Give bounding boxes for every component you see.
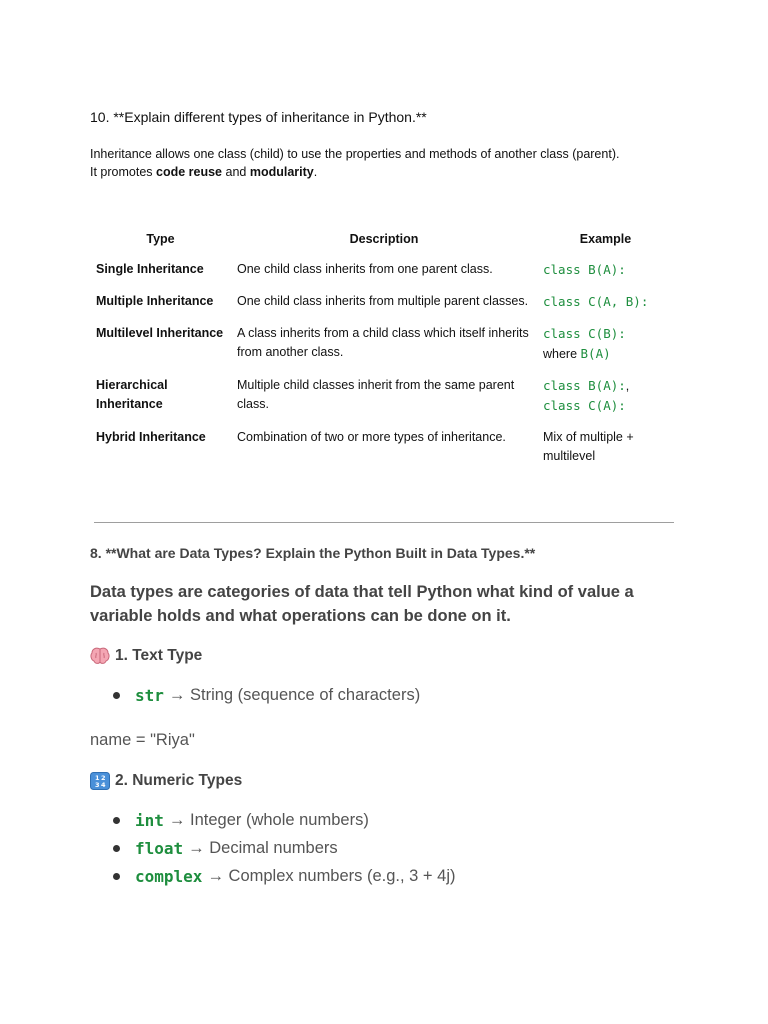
row-type: Multiple Inheritance bbox=[96, 294, 214, 308]
row-type: Single Inheritance bbox=[96, 262, 204, 276]
intro-end: . bbox=[313, 165, 318, 179]
question-10-heading: 10. **Explain different types of inheritance in Python.** bbox=[90, 109, 427, 125]
bullet bbox=[113, 817, 120, 824]
bullet bbox=[113, 845, 120, 852]
keyword-float: float bbox=[135, 839, 184, 858]
header-type: Type bbox=[146, 232, 175, 246]
row-type: Hybrid Inheritance bbox=[96, 430, 206, 444]
example-separator: , bbox=[625, 379, 630, 393]
row-description: One child class inherits from multiple parent classes. bbox=[237, 294, 529, 308]
numeric-types-heading bbox=[90, 772, 242, 790]
bullet bbox=[113, 692, 120, 699]
svg-text:3: 3 bbox=[95, 781, 100, 789]
inheritance-intro bbox=[90, 145, 690, 181]
intro-bold-code-reuse: code reuse bbox=[156, 165, 223, 179]
list-item bbox=[113, 686, 420, 705]
bullet bbox=[113, 873, 120, 880]
list-item-desc: → String (sequence of characters) bbox=[168, 686, 421, 704]
list-item bbox=[113, 867, 456, 886]
keyword-str: str bbox=[135, 686, 164, 705]
list-item bbox=[113, 811, 369, 830]
example-code: class C(A, B): bbox=[543, 294, 649, 309]
example-code: class B(A): bbox=[543, 378, 626, 393]
list-item-desc: → Complex numbers (e.g., 3 + 4j) bbox=[207, 867, 456, 885]
svg-text:2: 2 bbox=[101, 774, 106, 782]
table-row bbox=[90, 428, 674, 478]
intro-mid: and bbox=[222, 165, 250, 179]
intro-prefix: It promotes bbox=[90, 165, 156, 179]
row-type: Hierarchical Inheritance bbox=[96, 378, 168, 411]
example-text: where bbox=[543, 347, 581, 361]
code-example: name = "Riya" bbox=[90, 731, 195, 749]
row-description: One child class inherits from one parent class. bbox=[237, 262, 493, 276]
section-divider bbox=[94, 522, 674, 523]
row-example bbox=[537, 376, 674, 428]
row-description: A class inherits from a child class which itself inherits from another class. bbox=[237, 326, 529, 359]
data-types-lead: Data types are categories of data that tell Python what kind of value a variable holds and what operations can be done on it. bbox=[90, 583, 634, 625]
svg-text:1: 1 bbox=[95, 774, 100, 782]
intro-line-1: Inheritance allows one class (child) to use the properties and methods of another class (parent). bbox=[90, 147, 620, 161]
intro-bold-modularity: modularity bbox=[249, 165, 314, 179]
row-example bbox=[537, 260, 674, 292]
example-code-2: class C(A): bbox=[543, 398, 626, 413]
question-8-heading: 8. **What are Data Types? Explain the Python Built in Data Types.** bbox=[90, 545, 536, 561]
brain-icon bbox=[90, 647, 110, 665]
example-code: class C(B): bbox=[543, 326, 626, 341]
numbers-icon bbox=[90, 772, 110, 790]
row-example: Mix of multiple + multilevel bbox=[543, 430, 634, 463]
header-example: Example bbox=[579, 232, 632, 246]
row-type: Multilevel Inheritance bbox=[96, 326, 224, 340]
text-type-title: 1. Text Type bbox=[115, 647, 203, 664]
row-description: Multiple child classes inherit from the same parent class. bbox=[237, 378, 515, 411]
list-item-desc: → Decimal numbers bbox=[188, 839, 338, 857]
keyword-int: int bbox=[135, 811, 164, 830]
list-item-desc: → Integer (whole numbers) bbox=[168, 811, 369, 829]
list-item bbox=[113, 839, 338, 858]
row-example bbox=[537, 292, 674, 324]
inheritance-table bbox=[90, 232, 674, 478]
example-code-2: B(A) bbox=[580, 346, 611, 361]
text-type-heading bbox=[90, 647, 202, 665]
table-row bbox=[90, 292, 674, 324]
numeric-types-title: 2. Numeric Types bbox=[115, 772, 243, 789]
table-row bbox=[90, 260, 674, 292]
table-header-row bbox=[90, 232, 674, 260]
row-example bbox=[537, 324, 674, 376]
svg-text:4: 4 bbox=[101, 781, 106, 789]
keyword-complex: complex bbox=[135, 867, 203, 886]
row-description: Combination of two or more types of inheritance. bbox=[237, 430, 506, 444]
example-code: class B(A): bbox=[543, 262, 626, 277]
intro-line-2 bbox=[90, 163, 690, 181]
table-row bbox=[90, 324, 674, 376]
table-row bbox=[90, 376, 674, 428]
header-description: Description bbox=[349, 232, 419, 246]
